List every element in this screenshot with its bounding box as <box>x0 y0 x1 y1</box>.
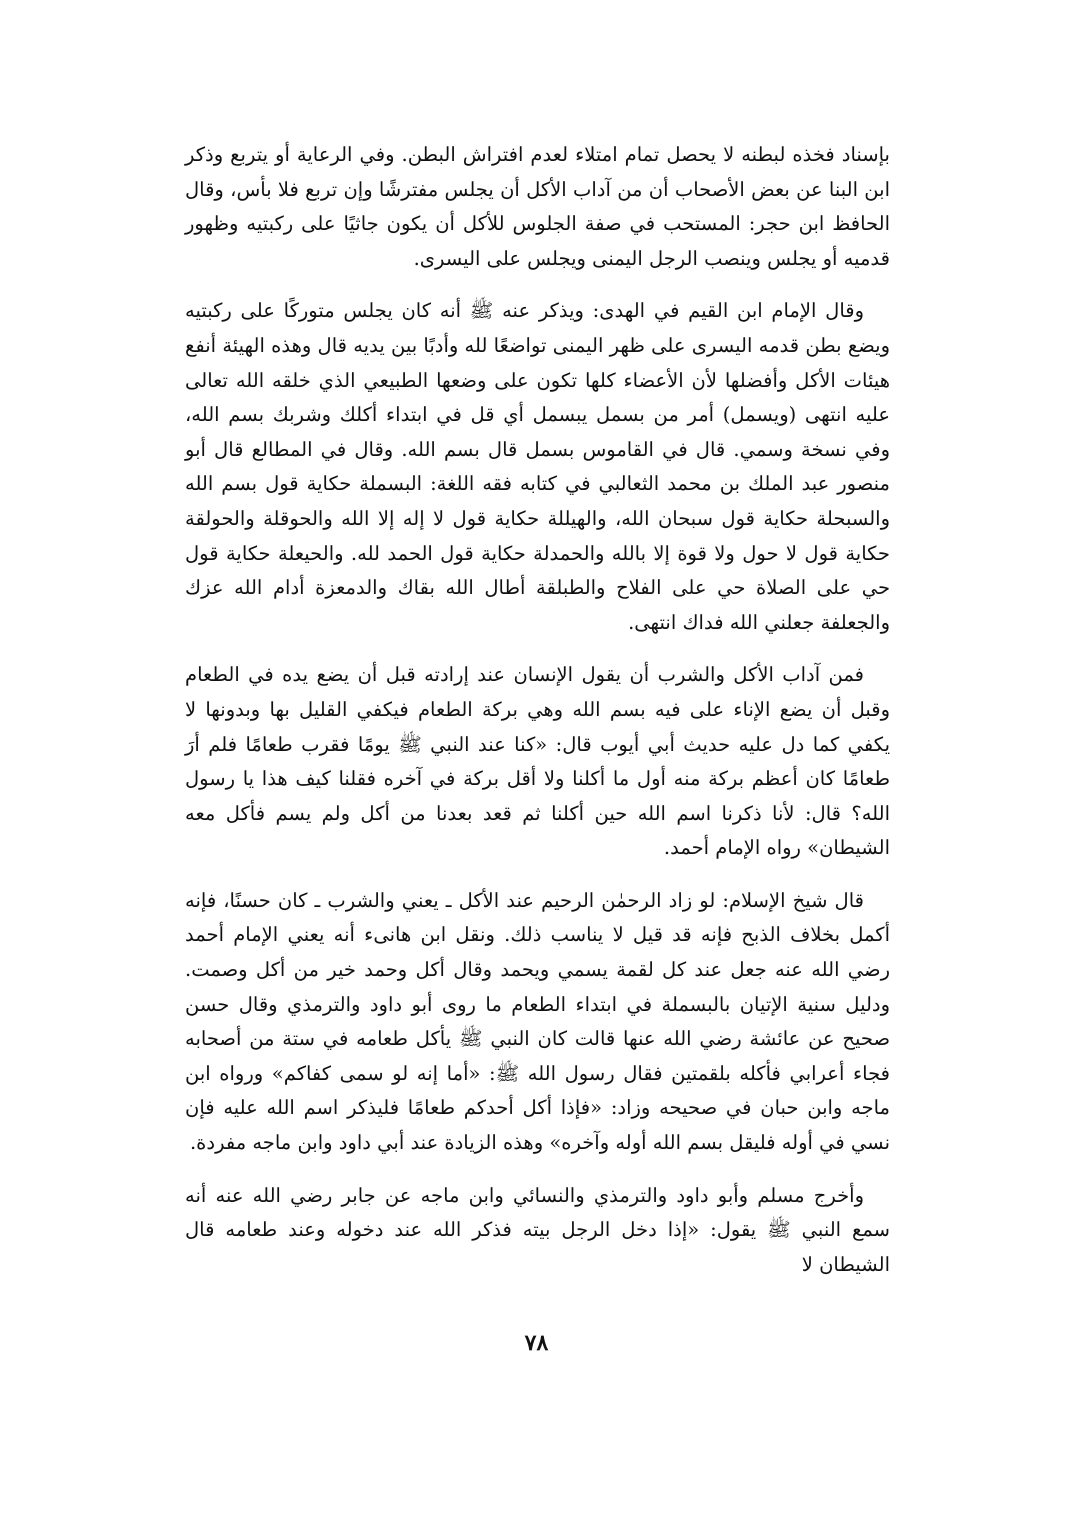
paragraph-1: بإسناد فخذه لبطنه لا يحصل تمام امتلاء لعدم افتراش البطن. وفي الرعاية أو يتربع وذكر ابن البنا عن بعض الأصحاب أن من آداب الأكل أن يجلس مفترشًا وإن تربع فلا بأس، وقال الحافظ ابن حجر: المستحب في صفة الجلوس للأكل أن يكون جاثيًا على ركبتيه وظهور قدميه أو يجلس وينصب الرجل اليمنى ويجلس على اليسرى. <box>185 143 890 270</box>
paragraph-2: وقال الإمام ابن القيم في الهدى: ويذكر عنه ﷺ أنه كان يجلس متوركًا على ركبتيه ويضع بطن قدمه اليسرى على ظهر اليمنى تواضعًا لله وأدبًا بين يديه قال وهذه الهيئة أنفع هيئات الأكل وأفضلها لأن الأعضاء كلها تكون على وضعها الطبيعي الذي خلقه الله تعالى عليه انتهى (ويسمل) أمر من بسمل يبسمل أي قل في ابتداء أكلك وشربك بسم الله، وفي نسخة وسمي. قال في القاموس بسمل قال بسم الله. وقال في المطالع قال أبو منصور عبد الملك بن محمد الثعالبي في كتابه فقه اللغة: البسملة حكاية قول بسم الله والسبحلة حكاية قول سبحان الله، والهيللة حكاية قول لا إله إلا الله والحوقلة والحولقة حكاية قول لا حول ولا قوة إلا بالله والحمدلة حكاية قول الحمد لله. والحيعلة حكاية قول حي على الصلاة حي على الفلاح والطبلقة أطال الله بقاك والدمعزة أدام الله عزك والجعلفة جعلني الله فداك انتهى. <box>185 299 890 634</box>
paragraph-4: قال شيخ الإسلام: لو زاد الرحمٰن الرحيم عند الأكل ـ يعني والشرب ـ كان حسنًا، فإنه أكمل بخلاف الذبح فإنه قد قيل لا يناسب ذلك. ونقل ابن هانىء أنه يعني الإمام أحمد رضي الله عنه جعل عند كل لقمة يسمي ويحمد وقال أكل وحمد خير من أكل وصمت. ودليل سنية الإتيان بالبسملة في ابتداء الطعام ما روى أبو داود والترمذي وقال حسن صحيح عن عائشة رضي الله عنها قالت كان النبي ﷺ يأكل طعامه في ستة من أصحابه فجاء أعرابي فأكله بلقمتين فقال رسول الله ﷺ: «أما إنه لو سمى كفاكم» ورواه ابن ماجه وابن حبان في صحيحه وزاد: «فإذا أكل أحدكم طعامًا فليذكر اسم الله عليه فإن نسي في أوله فليقل بسم الله أوله وآخره» وهذه الزيادة عند أبي داود وابن ماجه مفردة. <box>185 888 890 1155</box>
body-text <box>185 138 890 1300</box>
page-number: ٧٨ <box>524 1330 549 1356</box>
paragraph-3: فمن آداب الأكل والشرب أن يقول الإنسان عند إرادته قبل أن يضع يده في الطعام وقبل أن يضع الإناء على فيه بسم الله وهي بركة الطعام فيكفي القليل بها وبدونها لا يكفي كما دل عليه حديث أبي أيوب قال: «كنا عند النبي ﷺ يومًا فقرب طعامًا فلم أرَ طعامًا كان أعظم بركة منه أول ما أكلنا ولا أقل بركة في آخره فقلنا كيف هذا يا رسول الله؟ قال: لأنا ذكرنا اسم الله حين أكلنا ثم قعد بعدنا من أكل ولم يسم فأكل معه الشيطان» رواه الإمام أحمد. <box>185 663 890 860</box>
paragraph-5: وأخرج مسلم وأبو داود والترمذي والنسائي وابن ماجه عن جابر رضي الله عنه أنه سمع النبي ﷺ يقول: «إذا دخل الرجل بيته فذكر الله عند دخوله وعند طعامه قال الشيطان لا <box>185 1183 890 1276</box>
